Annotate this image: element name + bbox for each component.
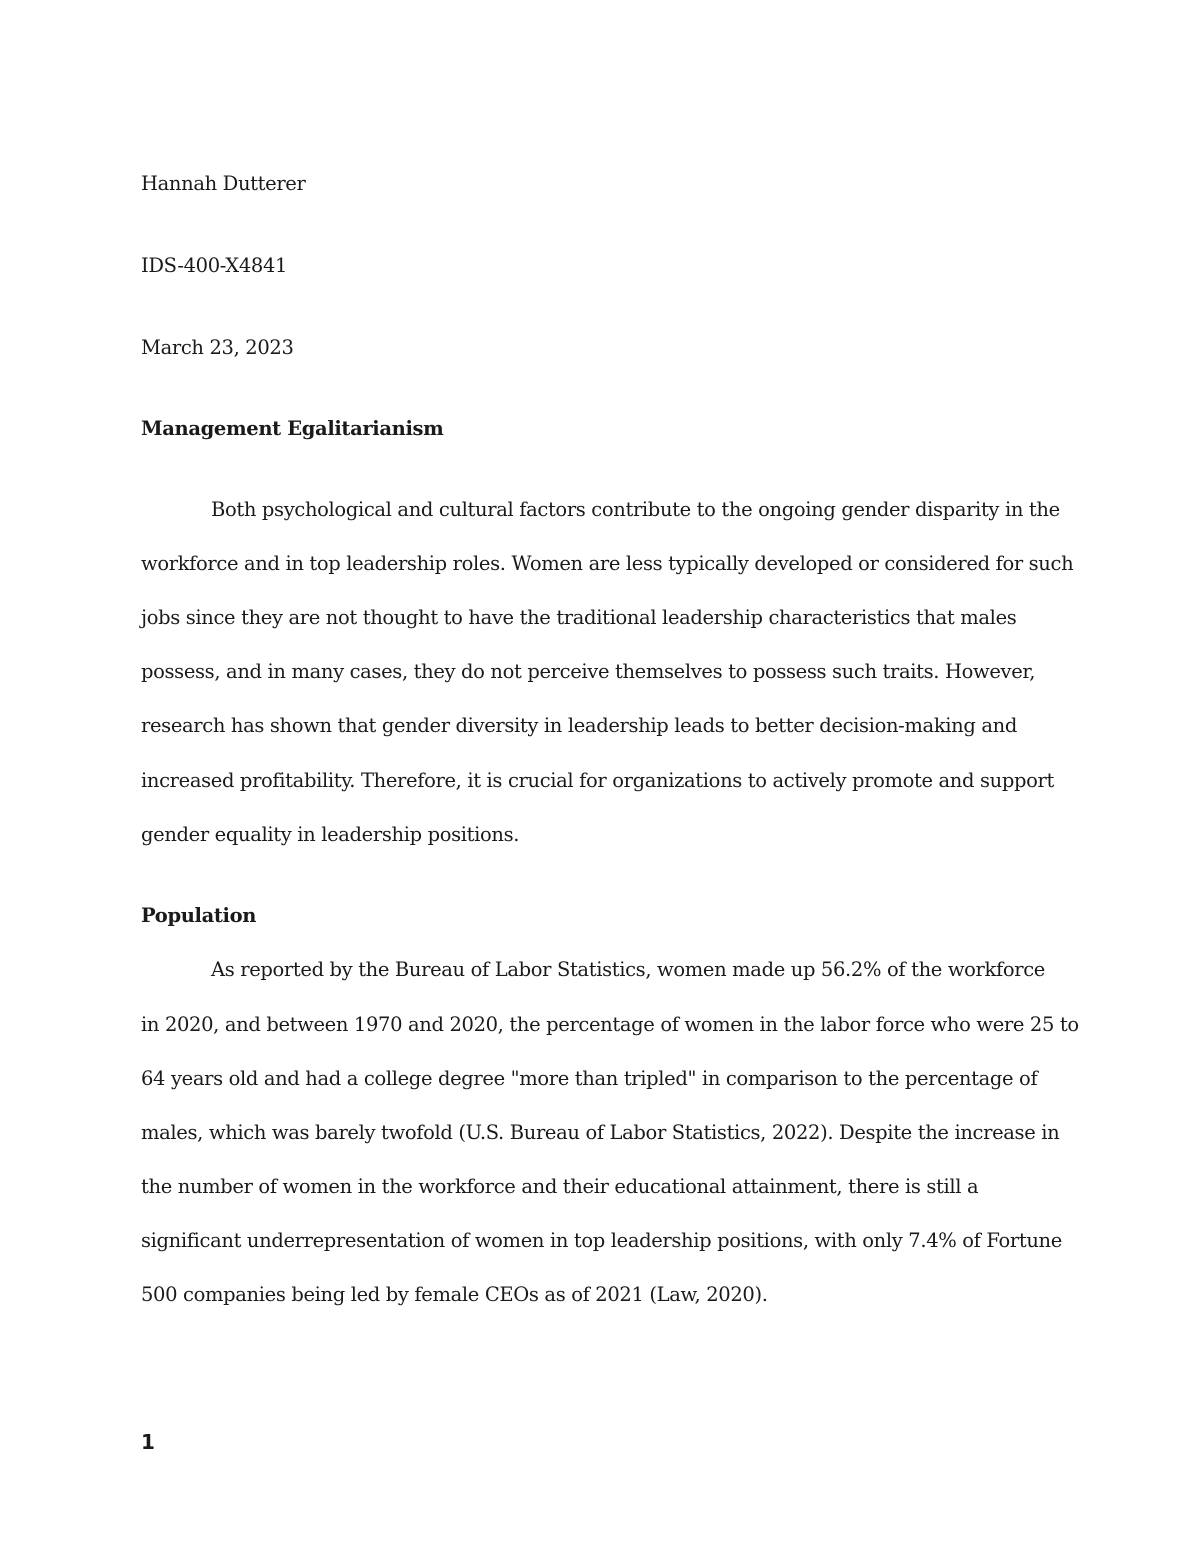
author-name: Hannah Dutterer (141, 172, 306, 195)
section-heading-population: Population (141, 904, 257, 927)
course-code: IDS-400-X4841 (141, 254, 288, 277)
paragraph-line: workforce and in top leadership roles. Women are less typically developed or considered for such (141, 552, 1074, 575)
paragraph-line: 64 years old and had a college degree "more than tripled" in comparison to the percentage of (141, 1067, 1038, 1090)
paragraph-line: research has shown that gender diversity in leadership leads to better decision-making and (141, 714, 1017, 737)
page-number: 1 (141, 1430, 155, 1454)
paragraph-line: jobs since they are not thought to have the traditional leadership characteristics that males (141, 606, 1017, 629)
paragraph-line: 500 companies being led by female CEOs as of 2021 (Law, 2020). (141, 1283, 768, 1306)
paragraph-line: males, which was barely twofold (U.S. Bureau of Labor Statistics, 2022). Despite the increase in (141, 1121, 1060, 1144)
document-date: March 23, 2023 (141, 336, 294, 359)
paragraph-line: increased profitability. Therefore, it is crucial for organizations to actively promote and support (141, 769, 1054, 792)
paragraph-line: possess, and in many cases, they do not perceive themselves to possess such traits. However, (141, 660, 1036, 683)
paragraph-line: gender equality in leadership positions. (141, 823, 520, 846)
paragraph-line: the number of women in the workforce and their educational attainment, there is still a (141, 1175, 979, 1198)
document-title: Management Egalitarianism (141, 417, 444, 440)
paragraph-line: As reported by the Bureau of Labor Statistics, women made up 56.2% of the workforce (211, 958, 1045, 981)
paragraph-line: significant underrepresentation of women in top leadership positions, with only 7.4% of Fortune (141, 1229, 1062, 1252)
paragraph-line: in 2020, and between 1970 and 2020, the percentage of women in the labor force who were 25 to (141, 1013, 1079, 1036)
paragraph-line: Both psychological and cultural factors contribute to the ongoing gender disparity in the (211, 498, 1060, 521)
